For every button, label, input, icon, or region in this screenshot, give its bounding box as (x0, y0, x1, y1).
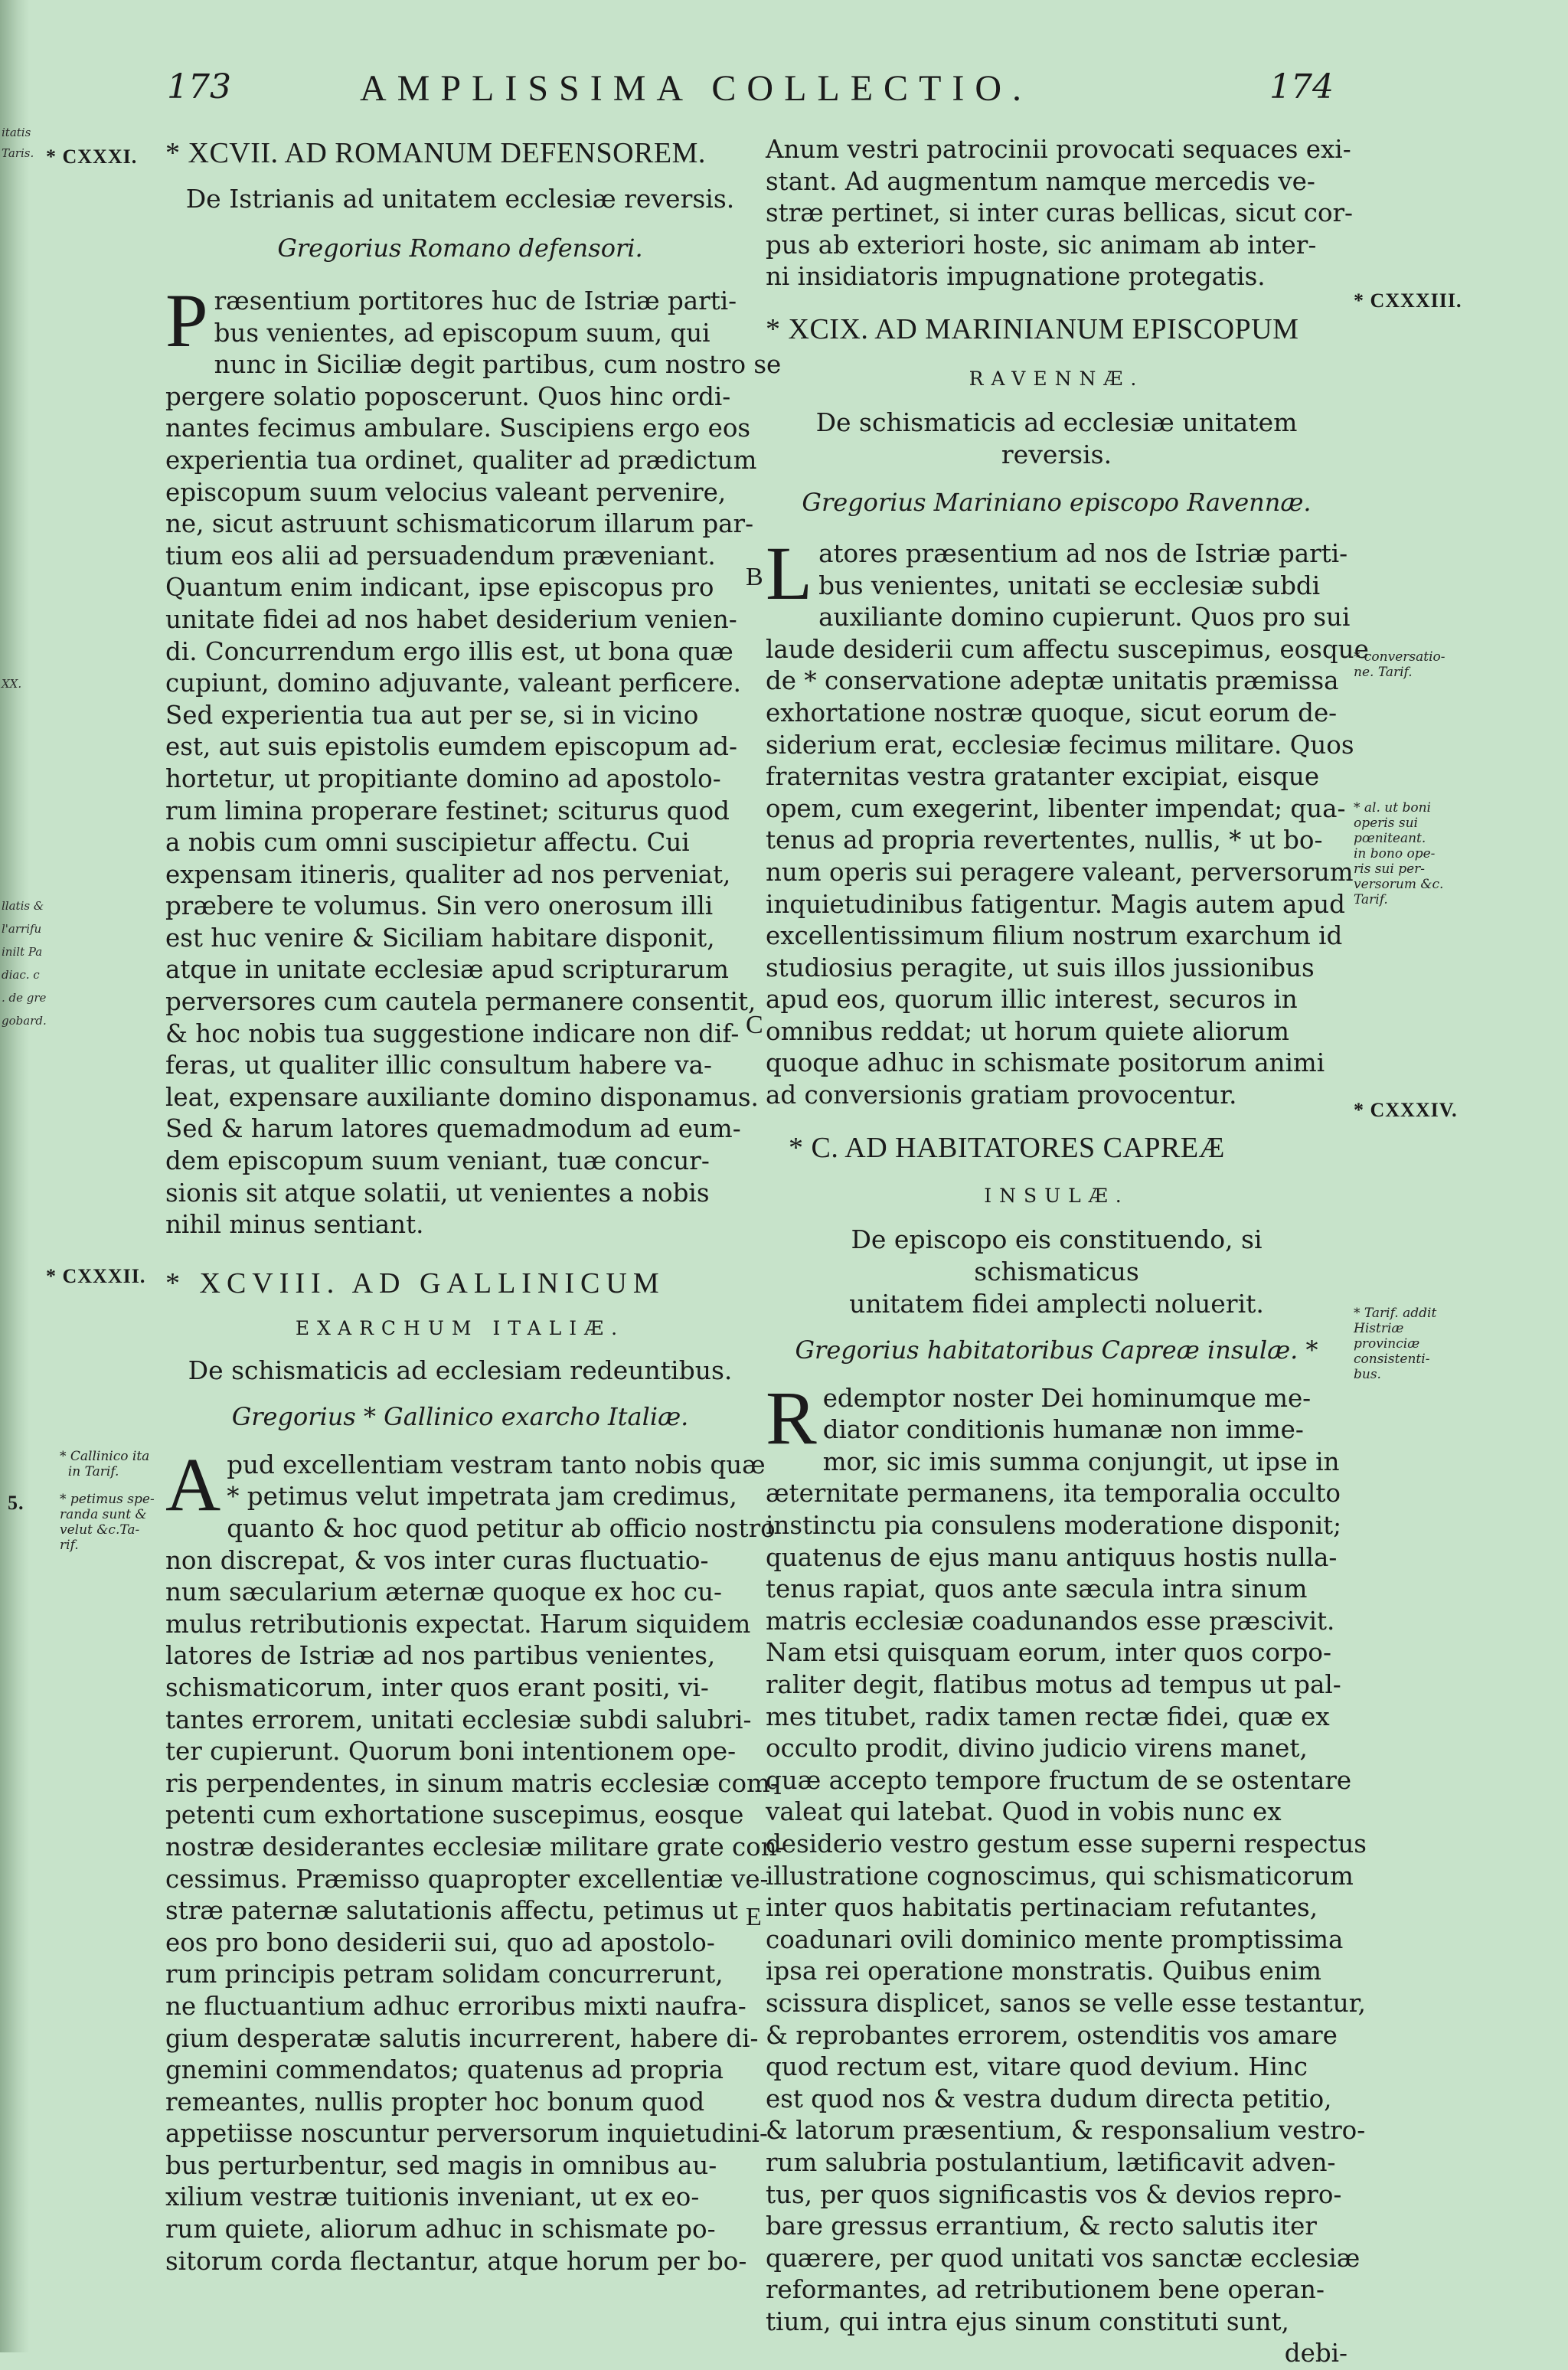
letter-100-heading: * C. AD HABITATORES CAPREÆ (789, 1131, 1225, 1164)
text-line: fraternitas vestra gratanter excipiat, eisque (766, 762, 1320, 792)
text-line: quærere, per quod unitati vos sanctæ ecclesiæ (766, 2243, 1361, 2273)
text-line: rum salubria postulantium, lætificavit adven- (766, 2147, 1336, 2177)
letter-99-subheading: RAVENNÆ. (969, 367, 1145, 390)
text-line: ne, sicut astruunt schismaticorum illarum par- (165, 509, 754, 539)
text-line: Sed & harum latores quemadmodum ad eum- (165, 1114, 741, 1144)
text-line: bus perturbentur, sed magis in omnibus au- (165, 2150, 717, 2180)
text-line: bus venientes, ad episcopum suum, qui (214, 318, 710, 348)
letter-97-heading: * XCVII. AD ROMANUM DEFENSOREM. (165, 137, 706, 169)
text-line: præbere te volumus. Sin vero onerosum illi (165, 891, 714, 921)
text-line: matris ecclesiæ coadunandos esse præscivit. (766, 1606, 1335, 1636)
text-line: dem episcopum suum veniant, tuæ concur- (165, 1146, 710, 1176)
text-line: nantes fecimus ambulare. Suscipiens ergo eos (165, 414, 751, 443)
text-line: de * conservatione adeptæ unitatis præmissa (766, 666, 1339, 696)
text-line: ni insidiatoris impugnatione protegatis. (766, 262, 1266, 292)
text-line: omnibus reddat; ut horum quiete aliorum (766, 1016, 1289, 1046)
text-line: eos pro bono desiderii sui, quo ad apostolo- (165, 1927, 715, 1957)
section-mark-b: B (746, 563, 763, 591)
letter-99-address: Gregorius Mariniano episcopo Ravennæ. (802, 487, 1312, 517)
text-line: tus, per quos significastis vos & devios repro- (766, 2179, 1342, 2209)
letter-99-rubric: De schismaticis ad ecclesiæ unitatem reversis. (815, 407, 1298, 469)
text-line: diator conditionis humanæ non imme- (822, 1415, 1304, 1445)
margin-number-cxxxiii: * CXXXIII. (1354, 289, 1462, 312)
text-line: tantes errorem, unitati ecclesiæ subdi salubri- (165, 1705, 752, 1734)
left-column (165, 134, 786, 2277)
text-line: & latorum præsentium, & responsalium vestro- (766, 2116, 1366, 2146)
text-line: quæ accepto tempore fructum de se ostentare (766, 1765, 1352, 1795)
gutter-fragment: XX. (2, 677, 22, 691)
text-line: ad conversionis gratiam provocentur. (766, 1080, 1237, 1110)
right-column (766, 134, 1369, 2370)
section-mark-e: E (746, 1903, 762, 1931)
text-line: cessimus. Præmisso quapropter excellentiæ ve- (165, 1864, 769, 1894)
text-line: ræsentium portitores huc de Istriæ parti- (214, 286, 737, 315)
margin-number-five: 5. (8, 1492, 24, 1514)
text-line: sitorum corda flectantur, atque horum per bo- (165, 2246, 747, 2276)
text-line: est quod nos & vestra dudum directa petitio, (766, 2084, 1332, 2113)
letter-100-rubric-line-1: De episcopo eis constituendo, si schismaticus (851, 1224, 1263, 1286)
margin-note-callinico: * Callinico ita in Tarif. (60, 1449, 150, 1479)
text-line: atores præsentium ad nos de Istriæ parti- (818, 538, 1348, 568)
text-line: mes titubet, radix tamen rectæ fidei, quæ ex (766, 1701, 1330, 1731)
margin-note-petimus: * petimus spe- randa sunt & velut &c.Ta- rif. (60, 1492, 155, 1553)
text-line: raliter degit, flatibus motus ad tempus ut pal- (766, 1670, 1341, 1699)
text-line: auxiliante domino cupierunt. Quos pro sui (818, 603, 1351, 633)
text-line: expensam itineris, qualiter ad nos perveniat, (165, 859, 731, 889)
text-line: pergere solatio poposcerunt. Quos hinc ordi- (165, 381, 731, 411)
text-line: mulus retributionis expectat. Harum siquidem (165, 1609, 751, 1639)
page-number-right: 174 (1269, 67, 1334, 106)
text-line: est huc venire & Siciliam habitare disponit, (165, 923, 715, 953)
page-title: AMPLISSIMA COLLECTIO. (360, 68, 1033, 109)
section-mark-c: C (746, 1011, 763, 1039)
gutter-fragment: . de gre (2, 991, 47, 1005)
text-line: edemptor noster Dei hominumque me- (822, 1383, 1312, 1413)
letter-100-address: Gregorius habitatoribus Capreæ insulæ. * (795, 1335, 1318, 1365)
text-line: quatenus de ejus manu antiquus hostis nulla- (766, 1542, 1338, 1572)
text-line: a nobis cum omni suscipietur affectu. Cui (165, 828, 690, 858)
text-line: rum limina properare festinet; sciturus quod (165, 796, 730, 825)
page-number-left: 173 (167, 67, 231, 106)
margin-note-conversatione: * conversatio- ne. Tarif. (1354, 649, 1446, 680)
text-line: tium, qui intra ejus sinum constituti sunt, (766, 2306, 1289, 2336)
text-line: petenti cum exhortatione suscepimus, eosque (165, 1800, 744, 1830)
text-line: * petimus velut impetrata jam credimus, (227, 1482, 737, 1512)
gutter-fragment: inilt Pa (2, 945, 43, 959)
text-line: bare gressus errantium, & recto salutis iter (766, 2211, 1317, 2241)
text-line: coadunari ovili dominico mente promptissima (766, 1924, 1344, 1954)
text-line: remeantes, nullis propter hoc bonum quod (165, 2087, 705, 2117)
letter-100-rubric-line-2: unitatem fidei amplecti noluerit. (849, 1288, 1264, 1319)
gutter-fragment: Taris. (2, 146, 34, 160)
letter-98-rubric: De schismaticis ad ecclesiam redeuntibus. (188, 1355, 733, 1385)
letter-99-heading: * XCIX. AD MARINIANUM EPISCOPUM (766, 312, 1299, 345)
text-line: est, aut suis epistolis eumdem episcopum ad- (165, 732, 737, 762)
text-line-part: num vestri patrocinii provocati sequaces exi- (783, 135, 1351, 164)
letter-99-body (766, 530, 1369, 1112)
text-line: inter quos habitatis pertinaciam refutantes, (766, 1893, 1318, 1923)
text-line: appetiisse noscuntur perversorum inquietudini- (165, 2119, 768, 2149)
gutter-fragment: gobard. (2, 1014, 47, 1028)
text-line: schismaticorum, inter quos erant positi, vi- (165, 1672, 709, 1702)
letter-98-continuation (766, 134, 1354, 293)
binding-gutter (0, 0, 47, 2352)
text-line: Nam etsi quisquam eorum, inter quos corpo- (766, 1638, 1331, 1668)
text-line: instinctu pia consulens moderatione disponit; (766, 1511, 1342, 1541)
text-line: gium desperatæ salutis incurrerent, habere di- (165, 2023, 759, 2053)
drop-cap: A (165, 1441, 221, 1527)
section-letter-a: A (766, 135, 784, 164)
text-line: nihil minus sentiant. (165, 1210, 424, 1240)
text-line: hortetur, ut propitiante domino ad apostolo- (165, 763, 721, 793)
text-line: latores de Istriæ ad nos partibus venientes, (165, 1641, 716, 1671)
letter-100-body (766, 1375, 1367, 2370)
gutter-fragment: itatis (2, 126, 31, 139)
text-line: desiderio vestro gestum esse superni respectus (766, 1829, 1367, 1858)
text-line: apud eos, quorum illic interest, securos in (766, 985, 1298, 1015)
text-line: siderium erat, ecclesiæ fecimus militare. Quos (766, 730, 1354, 760)
text-line: ne fluctuantium adhuc erroribus mixti naufra- (165, 1991, 746, 2021)
text-line: excellentissimum filium nostrum exarchum id (766, 921, 1343, 951)
text-line: æternitate permanens, ita temporalia occulto (766, 1479, 1341, 1509)
text-line: tenus ad propria revertentes, nullis, * ut bo- (766, 825, 1323, 855)
text-line: experientia tua ordinet, qualiter ad prædictum (165, 445, 757, 475)
gutter-fragment: diac. c (2, 968, 40, 982)
text-line: exhortatione nostræ quoque, sicut eorum de- (766, 698, 1338, 727)
text-line: occulto prodit, divino judicio virens manet, (766, 1734, 1308, 1764)
text-line: perversores cum cautela permanere consentit, (165, 987, 756, 1017)
letter-98-body (165, 1441, 786, 2277)
letter-97-rubric: De Istrianis ad unitatem ecclesiæ reversis. (185, 184, 735, 214)
text-line (766, 134, 1351, 166)
text-line: quod rectum est, vitare quod devium. Hinc (766, 2052, 1308, 2082)
letter-100-subheading: INSULÆ. (984, 1184, 1129, 1207)
text-line: studiosius peragite, ut suis illos jussionibus (766, 953, 1315, 982)
text-line: atque in unitate ecclesiæ apud scripturarum (165, 955, 729, 985)
text-line: xilium vestræ tuitionis inveniant, ut ex eo- (165, 2182, 700, 2212)
letter-97-address: Gregorius Romano defensori. (277, 234, 643, 263)
text-line: bus venientes, unitati se ecclesiæ subdi (818, 570, 1321, 600)
margin-note-al-boni: * al. ut boni operis sui pœniteant. in bono ope- ris sui per- versorum &c. Tarif. (1354, 800, 1444, 907)
text-line: nostræ desiderantes ecclesiæ militare grate con- (165, 1832, 786, 1862)
text-line: & reprobantes errorem, ostenditis vos amare (766, 2020, 1338, 2050)
text-line: quoque adhuc in schismate positorum animi (766, 1048, 1325, 1078)
gutter-fragment: llatis & (2, 899, 44, 913)
text-line: & hoc nobis tua suggestione indicare non dif- (165, 1018, 740, 1048)
text-line: stant. Ad augmentum namque mercedis ve- (766, 166, 1315, 196)
text-line: ris perpendentes, in sinum matris ecclesiæ com- (165, 1768, 779, 1798)
text-line: episcopum suum velocius valeant pervenire, (165, 477, 727, 507)
text-line: stræ pertinet, si inter curas bellicas, sicut cor- (766, 198, 1354, 228)
text-line: leat, expensare auxiliante domino disponamus. (165, 1082, 759, 1112)
text-line: tium eos alii ad persuadendum præveniant. (165, 541, 716, 570)
margin-note-tarif-addit: * Tarif. addit Histriæ provinciæ consistenti- bus. (1354, 1306, 1437, 1382)
text-line: num operis sui peragere valeant, perversorum (766, 857, 1354, 887)
text-line: sionis sit atque solatii, ut venientes a nobis (165, 1178, 710, 1208)
letter-98-address: Gregorius * Gallinico exarcho Italiæ. (231, 1401, 689, 1431)
text-line: num sæcularium æternæ quoque ex hoc cu- (165, 1577, 722, 1607)
text-line: valeat qui latebat. Quod in vobis nunc ex (766, 1797, 1282, 1827)
text-line: rum quiete, aliorum adhuc in schismate po- (165, 2215, 716, 2244)
text-line: pus ab exteriori hoste, sic animam ab inter- (766, 230, 1317, 260)
text-line: illustratione cognoscimus, qui schismaticorum (766, 1861, 1354, 1891)
text-line: unitate fidei ad nos habet desiderium venien- (165, 604, 737, 634)
text-line: gnemini commendatos; quatenus ad propria (165, 2055, 724, 2085)
drop-cap: P (165, 278, 208, 363)
drop-cap: L (766, 530, 813, 616)
text-line: mor, sic imis summa conjungit, ut ipse in (822, 1447, 1340, 1476)
text-line: ter cupierunt. Quorum boni intentionem ope- (165, 1737, 737, 1767)
text-line: scissura displicet, sanos se velle esse testantur, (766, 1988, 1366, 2018)
text-line: quanto & hoc quod petitur ab officio nostro (227, 1514, 776, 1543)
letter-97-body (165, 278, 782, 1241)
text-line: non discrepat, & vos inter curas fluctuatio- (165, 1545, 709, 1575)
drop-cap: R (766, 1375, 817, 1460)
text-line: feras, ut qualiter illic consultum habere va- (165, 1051, 713, 1080)
text-line: rum principis petram solidam concurrerunt, (165, 1960, 724, 1989)
text-line: nunc in Siciliæ degit partibus, cum nostro se (214, 350, 782, 380)
text-line: pud excellentiam vestram tanto nobis quæ (227, 1450, 766, 1479)
text-line: opem, cum exegerint, libenter impendat; qua- (766, 793, 1346, 823)
gutter-fragment: l'arrifu (2, 922, 42, 936)
letter-98-subheading: EXARCHUM ITALIÆ. (295, 1316, 626, 1339)
text-line: ipsa rei operatione monstratis. Quibus enim (766, 1956, 1321, 1986)
text-line: Sed experientia tua aut per se, si in vicino (165, 700, 699, 730)
margin-number-cxxxii: * CXXXII. (46, 1265, 146, 1287)
text-line: tenus rapiat, quos ante sæcula intra sinum (766, 1574, 1308, 1604)
text-line: laude desiderii cum affectu suscepimus, eosque (766, 634, 1369, 664)
text-line: cupiunt, domino adjuvante, valeant perficere. (165, 669, 741, 698)
text-line: stræ paternæ salutationis affectu, petimus ut (165, 1896, 738, 1926)
margin-number-cxxxi: * CXXXI. (46, 145, 138, 168)
text-line: inquietudinibus fatigentur. Magis autem apud (766, 889, 1345, 919)
text-line: di. Concurrendum ergo illis est, ut bona quæ (165, 636, 733, 666)
margin-number-cxxxiv: * CXXXIV. (1354, 1099, 1458, 1121)
letter-98-heading: * XCVIII. AD GALLINICUM (165, 1267, 665, 1299)
text-line: reformantes, ad retributionem bene operan- (766, 2275, 1325, 2305)
running-head (0, 67, 1568, 113)
text-line: Quantum enim indicant, ipse episcopus pro (165, 573, 714, 603)
catchword: debi- (1284, 2339, 1348, 2368)
